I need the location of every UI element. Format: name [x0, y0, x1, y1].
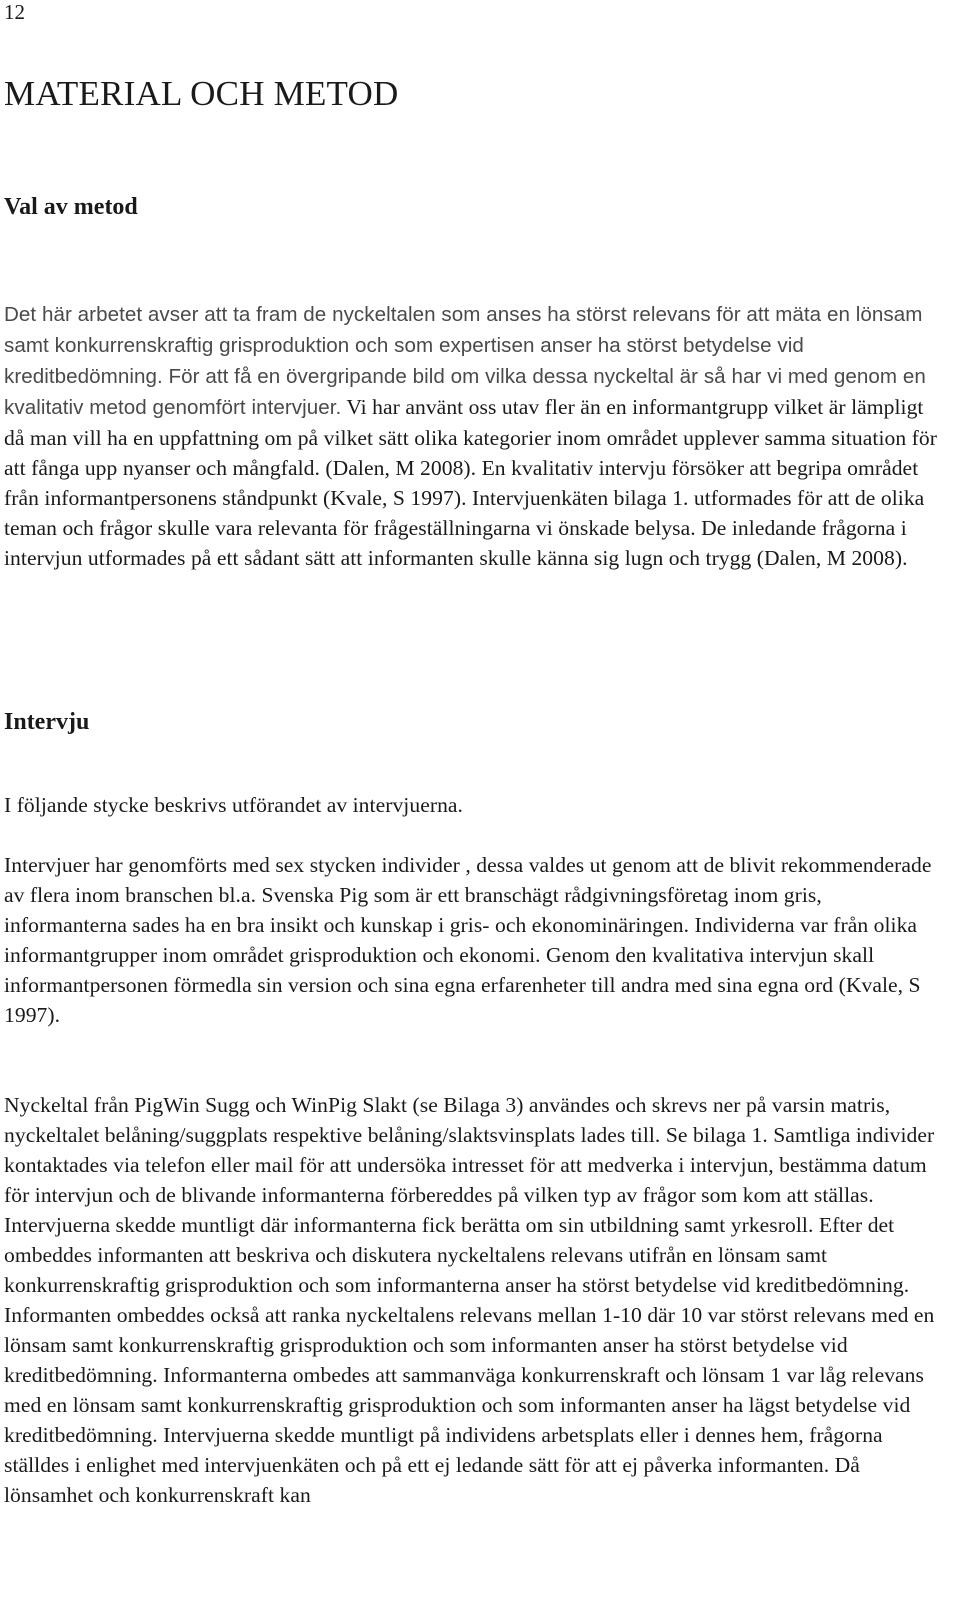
- paragraph-val-av-metod-part-1: Det här arbetet avser att ta fram de nyckeltalen som anses ha störst relevans för att mäta en lönsam samt konkurrenskraftig grisproduktion och som expertisen anser ha störst betydelse vid kreditbedömning. För att få en övergripande bild om vilka dessa nyckeltal är så har vi med genom en kvalitativ metod genomfört intervjuer.: [4, 303, 926, 419]
- paragraph-intervju-intro: I följande stycke beskrivs utförandet av intervjuerna.: [4, 793, 464, 817]
- paragraph-intervju-procedure: Nyckeltal från PigWin Sugg och WinPig Slakt (se Bilaga 3) användes och skrevs ner på varsin matris, nyckeltalet belåning/suggplats respektive belåning/slaktsvinsplats lades till. Se bilaga 1. Samtliga individer kontaktades via telefon eller mail för att undersöka intresset för att medverka i intervjun, bestämma datum för intervjun och de blivande informanterna förbereddes på vilken typ av frågor som kom att ställas. Intervjuerna skedde muntligt där informanterna fick berätta om sin utbildning samt yrkesroll. Efter det ombeddes informanten att beskriva och diskutera nyckeltalens relevans utifrån en lönsam samt konkurrenskraftig grisproduktion och som informanterna anser ha störst betydelse vid kreditbedömning. Informanten ombeddes också att ranka nyckeltalens relevans mellan 1-10 där 10 var störst relevans med en lönsam samt konkurrenskraftig grisproduktion och som informanten anser ha störst betydelse vid kreditbedömning. Informanterna ombedes att sammanväga konkurrenskraft och lönsam 1 var låg relevans med en lönsam samt konkurrenskraftig grisproduktion och som informanten anser ha lägst betydelse vid kreditbedömning. Intervjuerna skedde muntligt på individens arbetsplats eller i dennes hem, frågorna ställdes i enlighet med intervjuenkäten och på ett ej ledande sätt för att ej påverka informanten. Då lönsamhet och konkurrenskraft kan: [4, 1093, 935, 1507]
- section-heading-intervju: Intervju: [4, 709, 90, 735]
- paragraph-val-av-metod: [4, 299, 939, 573]
- page-number: 12: [4, 0, 25, 24]
- paragraph-intervju-informants: Intervjuer har genomförts med sex stycken individer , dessa valdes ut genom att de blivit rekommenderade av flera inom branschen bl.a. Svenska Pig som är ett branschägt rådgivningsföretag inom gris, informanterna sades ha en bra insikt och kunskap i gris- och ekonominäringen. Individerna var från olika informantgrupper inom området grisproduktion och ekonomi. Genom den kvalitativa intervjun skall informantpersonen förmedla sin version och sina egna erfarenheter till andra med sina egna ord (Kvale, S 1997).: [4, 853, 932, 1027]
- section-heading-val-av-metod: Val av metod: [4, 194, 138, 220]
- chapter-title: MATERIAL OCH METOD: [4, 74, 399, 113]
- paragraph-val-av-metod-part-2: Vi har använt oss utav fler än en informantgrupp vilket är lämpligt då man vill ha en uppfattning om på vilket sätt olika kategorier inom området upplever samma situation för att fånga upp nyanser och mångfald. (Dalen, M 2008). En kvalitativ intervju försöker att begripa området från informantpersonens ståndpunkt (Kvale, S 1997). Intervjuenkäten bilaga 1. utformades för att de olika teman och frågor skulle vara relevanta för frågeställningarna vi önskade belysa. De inledande frågorna i intervjun utformades på ett sådant sätt att informanten skulle känna sig lugn och trygg (Dalen, M 2008).: [4, 395, 937, 570]
